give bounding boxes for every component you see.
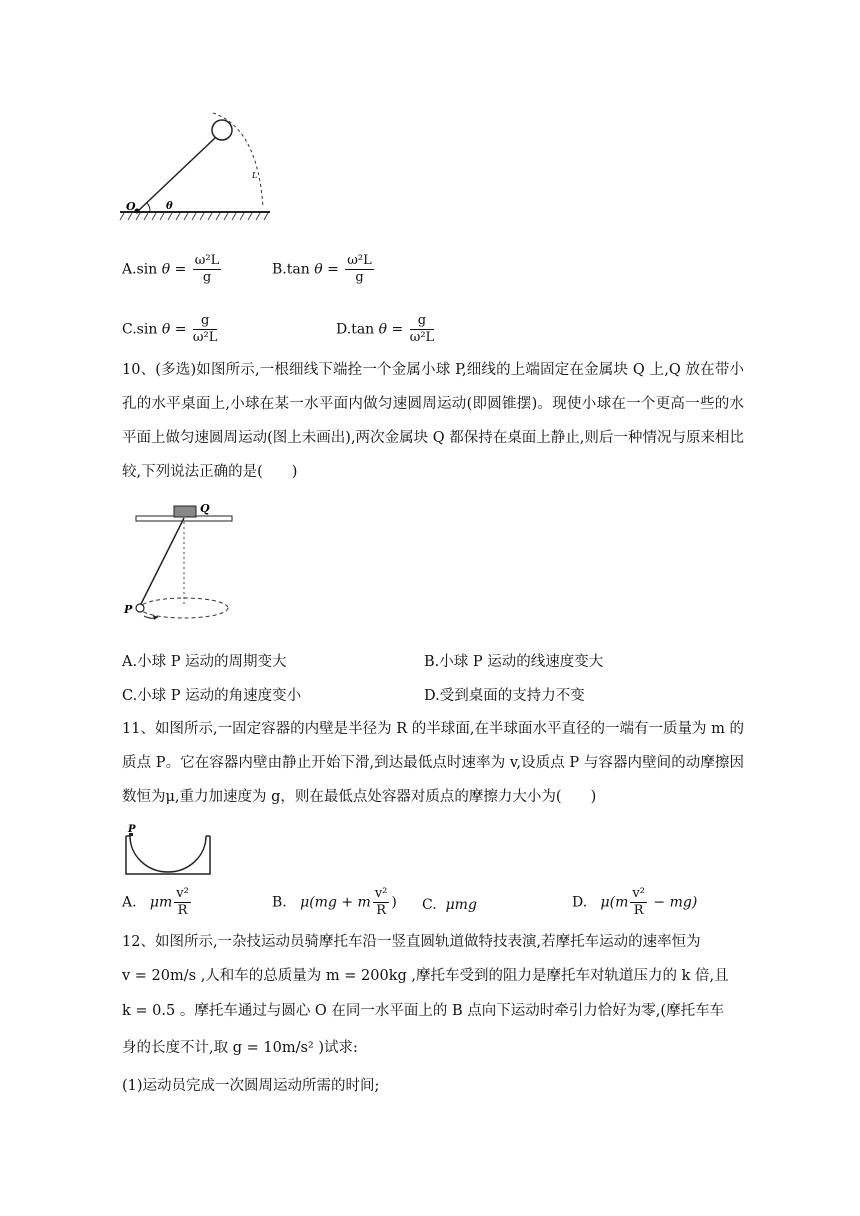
q11-option-c[interactable]: C. μmg [422, 897, 477, 913]
conical-pendulum-figure [118, 496, 238, 630]
q12-line-2: v = 20m/s ,人和车的总质量为 m = 200kg ,摩托车受到的阻力是摩托车对轨道压力的 k 倍,且 [122, 968, 729, 984]
q9-option-c[interactable]: C.sin θ = $\frac{g}{\text{ω²L}}$ [122, 313, 218, 345]
q10-question-text: 10、(多选)如图所示,一根细线下端拴一个金属小球 P,细线的上端固定在金属块 Q 上,Q 放在带小孔的水平桌面上,小球在某一水平面内做匀速圆周运动(即圆锥摆)。现使小球在一个更高一些的水平面上做匀速圆周运动(图上未画出),两次金属块 Q 都保持在桌面上静止,则后一种情况与原来相比较,下列说法正确的是( ) [122, 362, 744, 480]
q10-option-b[interactable]: B.小球 P 运动的线速度变大 [424, 654, 604, 670]
point-p-label: P [128, 824, 136, 835]
q11-option-b[interactable]: B. μ(mg + m $\frac{\text{v²}}{R}$ ) [272, 886, 397, 918]
q9-option-b[interactable]: B.tan θ = $\frac{\text{ω²L}}{g}$ [272, 253, 372, 285]
q12-line-1: 12、如图所示,一杂技运动员骑摩托车沿一竖直圆轨道做特技表演,若摩托车运动的速率恒为 [122, 934, 701, 950]
arc-l-label: L [252, 171, 258, 180]
q11-question-text: 11、如图所示,一固定容器的内壁是半径为 R 的半球面,在半球面水平直径的一端有一质量为 m 的质点 P。它在容器内壁由静止开始下滑,到达最低点时速率为 v,设质点 P 与容器内壁间的动摩擦因数恒为μ,重力加速度为 g，则在最低点处容器对质点的摩擦力大小为( ) [122, 721, 744, 805]
ball-p-label: P [124, 603, 133, 616]
q10-option-d[interactable]: D.受到桌面的支持力不变 [424, 688, 585, 704]
q11-option-a[interactable]: A. μm $\frac{\text{v²}}{R}$ [122, 886, 189, 918]
q9-option-a[interactable]: A.sin θ = $\frac{\text{ω²L}}{g}$ [122, 253, 220, 285]
block-q-label: Q [200, 502, 210, 515]
q12-line-4: 身的长度不计,取 g = 10m/s² )试求: [122, 1040, 358, 1056]
q12-subquestion-1: (1)运动员完成一次圆周运动所需的时间; [122, 1078, 380, 1094]
q12-line-3: k = 0.5 。摩托车通过与圆心 O 在同一水平面上的 B 点向下运动时牵引力恰好为零,(摩托车车 [122, 1003, 725, 1019]
q10-option-a[interactable]: A.小球 P 运动的周期变大 [122, 654, 287, 670]
pendulum-rod-figure [118, 108, 278, 224]
q9-option-d[interactable]: D.tan θ = $\frac{g}{\text{ω²L}}$ [336, 313, 435, 345]
hemisphere-container-figure [118, 822, 218, 878]
point-o-label: O [126, 200, 136, 213]
q10-option-c[interactable]: C.小球 P 运动的角速度变小 [122, 688, 302, 704]
angle-theta-label: θ [166, 201, 173, 212]
q11-option-d[interactable]: D. μ(m $\frac{\text{v²}}{R}$ − mg) [572, 886, 698, 918]
